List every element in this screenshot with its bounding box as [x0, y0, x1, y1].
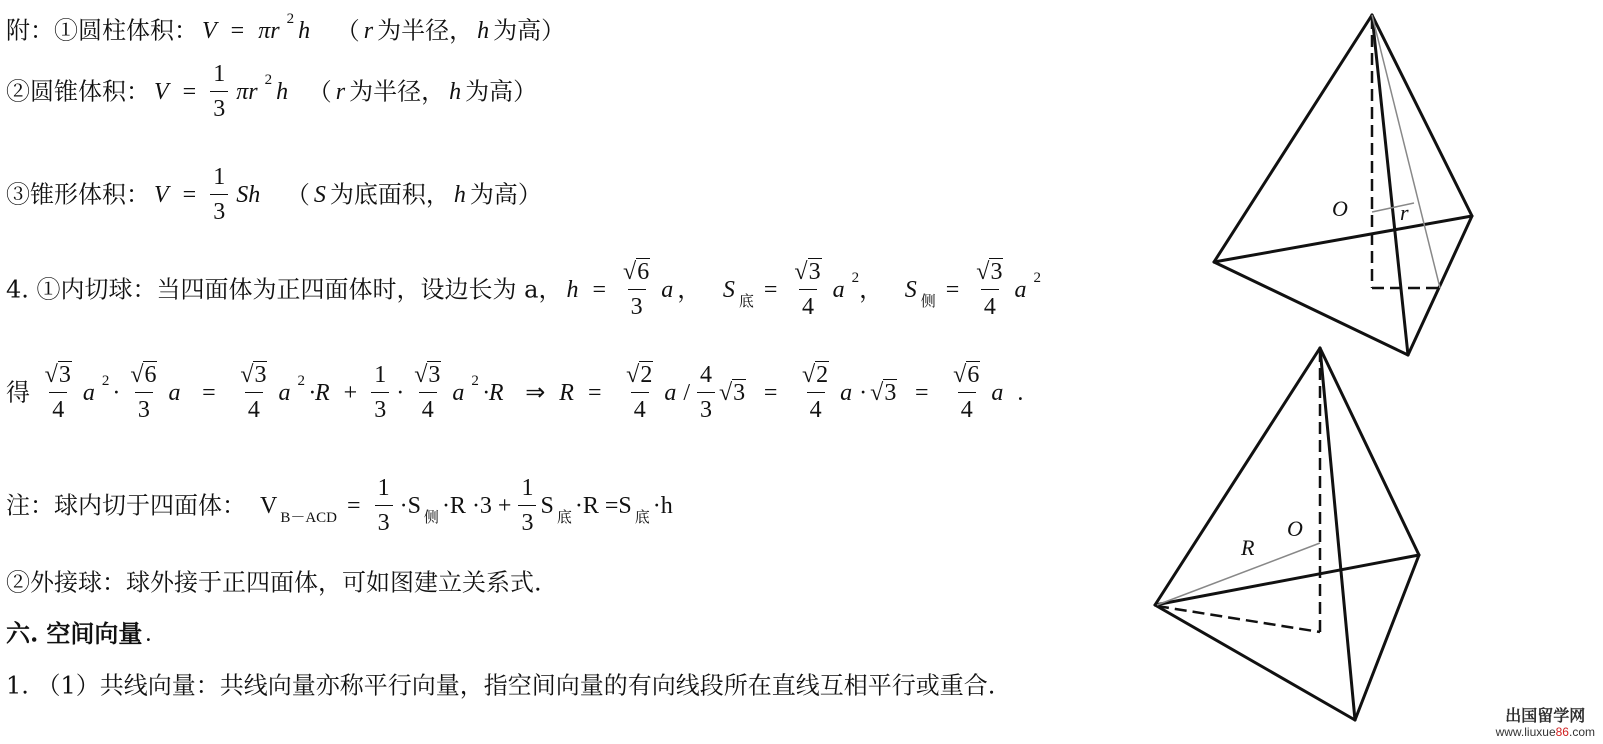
var-S: S [904, 276, 917, 303]
formula-note-volume: 注：球内切于四面体： V $_{B-ACD}$ = $\frac{1}{3}$ ·S $_侧$ ·R ·3 + $\frac{1}{3}$ S $_底$ ·R =S $_底$ ·h [6, 475, 673, 536]
fraction-sqrt6-over-4: $\frac{√6}{4}$ [953, 362, 980, 423]
equals: = [230, 17, 245, 44]
var-V: V [260, 492, 278, 519]
note-base-area: 为底面积， [329, 180, 450, 209]
equals: = [182, 181, 197, 208]
subscript-side: 侧 [920, 292, 936, 310]
exponent: 2 [286, 11, 295, 27]
paren-open: （ [307, 77, 332, 106]
radius-line [1157, 543, 1320, 605]
tetrahedron-circumscribed-figure [1145, 340, 1435, 730]
var-r: r [335, 78, 346, 105]
paren-open: （ [335, 16, 360, 45]
fraction-sqrt3-over-4: $\frac{√3}{4}$ [240, 362, 267, 423]
label-derive: 得 [6, 378, 30, 407]
var-h: h [566, 276, 579, 303]
fraction-sqrt6-over-3: $\frac{√6}{3}$ [130, 362, 157, 423]
exponent: 2 [264, 72, 273, 88]
text-circumscribed-sphere: ②外接球：球外接于正四面体，可如图建立关系式. [6, 568, 542, 597]
var-a: a [1014, 276, 1027, 303]
label-O: O [1287, 516, 1303, 541]
var-a: a [832, 276, 845, 303]
label-note: 注：球内切于四面体： [6, 491, 246, 520]
label-cone: ②圆锥体积： [6, 77, 150, 106]
label-R: R [1241, 535, 1255, 560]
var-h: h [477, 17, 490, 44]
section-heading-space-vectors: 六. 空间向量 . [6, 618, 152, 648]
implies: ⇒ [525, 379, 546, 406]
label-pyramid: ③锥形体积： [6, 180, 150, 209]
var-V: V [154, 78, 169, 105]
edge [1155, 555, 1419, 605]
formula-pyramid-volume [6, 162, 542, 227]
var-h: h [276, 78, 289, 105]
note-radius: 为半径， [377, 16, 474, 45]
label-cylinder: 附：①圆柱体积： [6, 16, 198, 45]
equals: = [945, 276, 960, 303]
fraction-one-third: $\frac{1}{3}$ [210, 59, 228, 124]
var-R: R [559, 379, 574, 406]
edge [1155, 348, 1320, 605]
formula-cone-volume [6, 59, 537, 124]
subscript-base: 底 [738, 292, 754, 310]
note-height: 为高） [493, 16, 566, 45]
var-S: S [313, 181, 326, 208]
equals: = [182, 78, 197, 105]
var-Sh: Sh [236, 181, 261, 208]
edge [1320, 348, 1419, 555]
fraction-one-third: $\frac{1}{3}$ [375, 473, 393, 538]
fraction-sqrt3-over-4: $\frac{√3}{4}$ [976, 259, 1003, 320]
watermark-title: 出国留学网 [1505, 706, 1586, 725]
var-h: h [449, 78, 462, 105]
fraction-one-third: $\frac{1}{3}$ [371, 360, 389, 425]
var-r: r [363, 17, 374, 44]
label-r: r [1400, 200, 1409, 225]
pi-r: πr [258, 17, 280, 44]
edge [1214, 15, 1372, 262]
edge [1355, 555, 1419, 720]
fraction-sqrt2-over-4: $\frac{√2}{4}$ [802, 362, 829, 423]
sqrt3: √3 [870, 379, 897, 406]
fraction-sqrt3-over-4: $\frac{√3}{4}$ [794, 259, 821, 320]
subscript-bacd: B－ACD [280, 510, 338, 526]
note-radius: 为半径， [349, 77, 446, 106]
pi-r: πr [236, 78, 258, 105]
var-h: h [453, 181, 466, 208]
fraction-sqrt6-over-3: $\frac{√6}{3}$ [623, 259, 650, 320]
fraction-one-third: $\frac{1}{3}$ [210, 162, 228, 227]
equals: = [592, 276, 607, 303]
formula-cylinder-volume [6, 4, 565, 46]
text-collinear-vectors: 1. （1）共线向量：共线向量亦称平行向量，指空间向量的有向线段所在直线互相平行或重合. [6, 671, 996, 700]
formula-inscribed-sphere: 4. ①内切球：当四面体为正四面体时，设边长为 a， h = $\frac{√6}{3}$ a ， S $_底$ = $\frac{√3}{4}$ a $^2$， S $_侧$ = $\frac{√3}{4}$ a $^2$ [6, 259, 1041, 320]
apothem-line [1372, 15, 1440, 288]
var-h: h [298, 17, 311, 44]
label-O: O [1332, 196, 1348, 221]
watermark [1496, 708, 1595, 740]
fraction-one-third: $\frac{1}{3}$ [518, 473, 536, 538]
tetrahedron-inscribed-figure [1200, 5, 1490, 365]
fraction-four-thirds: $\frac{4}{3}$ [697, 360, 715, 425]
label-inscribed-sphere: 4. ①内切球：当四面体为正四面体时，设边长为 a， [6, 275, 563, 304]
fraction-sqrt3-over-4: $\frac{√3}{4}$ [414, 362, 441, 423]
equals: = [763, 276, 778, 303]
fraction-sqrt3-over-4: $\frac{√3}{4}$ [44, 362, 71, 423]
var-V: V [202, 17, 217, 44]
var-V: V [154, 181, 169, 208]
note-height: 为高） [469, 180, 542, 209]
edge [1320, 348, 1355, 720]
watermark-url: www.liuxue86.com [1495, 725, 1595, 739]
paren-open: （ [285, 180, 310, 209]
sqrt3: √3 [719, 379, 746, 406]
var-a: a [661, 276, 674, 303]
edge [1214, 216, 1472, 262]
edge [1372, 15, 1408, 355]
edge [1372, 15, 1472, 216]
note-height: 为高） [465, 77, 538, 106]
var-S: S [722, 276, 735, 303]
fraction-sqrt2-over-4: $\frac{√2}{4}$ [626, 362, 653, 423]
equals: = [202, 379, 216, 406]
formula-derivation: 得 $\frac{√3}{4}$ a $^2$ · $\frac{√6}{3}$ a = $\frac{√3}{4}$ a $^2$ ·R + $\frac{1}{3}$ · $\frac{√3}{4}$ a $^2$ ·R ⇒ R = $\frac{√2}{4}$ a / $\frac{4}{3}$ √3 = $\frac{√2}{4}$ a · √3 = $\frac{√6}{4}$ a . [6, 362, 1024, 423]
